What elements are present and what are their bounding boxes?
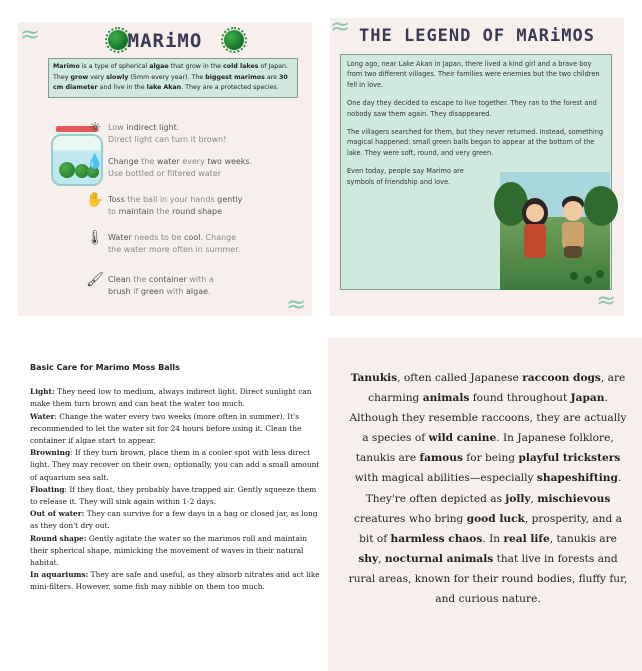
care-item-label: Out of water:	[30, 509, 85, 519]
intro-text-run: lake	[146, 84, 162, 91]
marimo-card	[18, 22, 312, 316]
care-item-text: They are safe and useful, as they absorb nitrates and act like mini-filters. However, some fish may nibble on them too much.	[30, 570, 320, 592]
intro-text-run: and live in the	[97, 84, 147, 91]
intro-text-run: (5mm every year). The	[128, 73, 206, 81]
tanuki-text	[346, 368, 630, 609]
care-tip	[86, 230, 288, 256]
intro-text-run: very	[88, 73, 107, 81]
tanuki-text-run: nocturnal animals	[384, 552, 494, 565]
tip-text-run: .	[208, 287, 211, 296]
tip-text-run: indirect light	[126, 123, 177, 132]
intro-text-run: Marimo	[53, 63, 80, 70]
care-item	[30, 484, 320, 508]
intro-text-run: is a type of spherical	[79, 63, 150, 70]
care-item	[30, 533, 320, 570]
tip-text-run: Toss	[108, 195, 125, 204]
tip-text-run: if	[130, 287, 141, 296]
intro-text-run: are	[264, 73, 280, 81]
tip-text-run: green	[140, 287, 164, 296]
tanuki-text-run: , are charming	[368, 372, 626, 405]
tanuki-text-run: . In Japanese folklore, tanukis are	[355, 432, 614, 465]
care-tip	[86, 192, 288, 218]
tanuki-text-run: for being	[462, 452, 519, 465]
tanuki-text-run: harmless chaos	[390, 532, 483, 545]
care-item-text: They can survive for a few days in a bag or closed jar, as long as they don't dry out.	[30, 509, 318, 531]
tanuki-text-run: found throughout	[469, 392, 571, 405]
tip-text-run: .	[176, 123, 180, 132]
tanuki-text-run: jolly	[505, 492, 531, 505]
care-tip	[86, 154, 288, 180]
tanuki-text-run: raccoon dogs	[522, 372, 601, 384]
care-item-label: Floating	[30, 484, 65, 494]
care-tip	[86, 272, 288, 298]
care-item-label: Round shape:	[30, 533, 87, 543]
intro-text-run: that grow in the	[168, 63, 224, 70]
tip-text-run: needs to be	[131, 233, 185, 242]
tanuki-text-run: , often called Japanese	[397, 372, 523, 384]
tanuki-text-run: shy	[358, 552, 379, 565]
tip-text-run: Use bottled or filtered water	[108, 169, 221, 178]
tanuki-text-run: playful tricksters	[518, 452, 621, 465]
marimo-intro	[48, 58, 298, 98]
care-item-label: In aquariums:	[30, 570, 89, 580]
tanuki-card	[328, 338, 642, 671]
tip-text-run: every	[179, 157, 208, 166]
tip-text-run: .	[249, 157, 253, 166]
tip-text-run: with a	[186, 275, 214, 284]
intro-text-run: of Japan. They	[53, 63, 289, 81]
intro-text-run: . They are a protected species.	[181, 84, 279, 91]
tanuki-text-run: . They're often depicted as	[365, 472, 622, 505]
tip-text-run: Direct light can turn it brown!	[108, 135, 227, 144]
tanuki-text-run: with magical abilities—especially	[354, 472, 537, 485]
tip-text-run: brush	[108, 287, 131, 296]
tanuki-text-run: ,	[530, 492, 538, 505]
care-item-text: They need low to medium, always indirect light. Direct sunlight can make them turn brown and can heat the water too much.	[30, 387, 312, 409]
legend-card	[330, 12, 624, 316]
intro-text-run: grow	[70, 73, 89, 81]
tip-text-run: Water	[108, 233, 132, 242]
tip-text-run: the	[153, 207, 173, 216]
care-item-text: : If they float, they probably have trapped air. Gently squeeze them to release it. They will sink again within 1-2 days.	[30, 484, 317, 507]
tip-text-run: round shape	[172, 207, 223, 216]
tip-text-run: maintain	[118, 207, 154, 216]
tanuki-text-run: . Although they resemble raccoons, they are actually a species of	[349, 392, 627, 445]
care-item-text: : If they turn brown, place them in a cooler spot with less direct light. They may recover on their own; optionally, you can add a small amount of aquarium sea salt.	[30, 448, 320, 482]
care-item	[30, 569, 320, 593]
water-drop-icon: 💧	[86, 154, 104, 170]
tip-text-run: the	[138, 157, 157, 166]
care-document	[30, 362, 320, 652]
tanuki-text-run: , prosperity, and a bit of	[359, 512, 622, 545]
thermometer-icon: 🌡	[86, 230, 104, 246]
tip-text-run: the ball in your hands	[124, 195, 218, 204]
intro-text-run: algae	[149, 63, 169, 70]
intro-text-run: Akan	[163, 84, 182, 91]
brush-icon: 🖌	[86, 272, 104, 288]
care-item-label: Light:	[30, 387, 55, 397]
tip-text-run: water	[156, 157, 180, 166]
tip-text-run: Change	[108, 157, 139, 166]
legend-title: THE LEGEND OF MARiMOS	[359, 26, 595, 46]
sun-icon: ☼	[88, 120, 102, 136]
care-item	[30, 386, 320, 410]
tanuki-text-run: that live in forests and rural areas, known for their round bodies, fluffy fur, and curious nature.	[348, 552, 628, 606]
care-heading: Basic Care for Marimo Moss Balls	[30, 363, 180, 372]
care-item	[30, 508, 320, 532]
intro-text-run: slowly	[106, 73, 129, 81]
care-tip	[88, 120, 288, 146]
children-running-illustration	[500, 172, 610, 290]
legend-paragraph: The villagers searched for them, but they never returned. Instead, something magical happened: small green balls began to appear at the bottom of the lake. They were soft, round, and very green.	[347, 128, 604, 157]
tip-text-run: the water more often in summer.	[108, 245, 241, 254]
tip-text-run: the	[130, 275, 149, 284]
tanuki-text-run: real life	[503, 532, 550, 545]
legend-paragraph: Long ago, near Lake Akan in Japan, there lived a kind girl and a brave boy from two different villages. Their families were enemies but the two children fell in love.	[347, 60, 600, 89]
tanuki-text-run: Tanukis	[350, 372, 398, 384]
legend-paragraph: One day they decided to escape to live together. They ran to the forest and nobody saw them again. They disappeared.	[347, 99, 597, 118]
wave-decoration-icon: ≈	[20, 20, 41, 48]
legend-paragraph: Even today, people say Marimo are symbols of friendship and love.	[347, 167, 464, 186]
tanuki-text-run: animals	[422, 392, 470, 405]
tanuki-text-run: , tanukis are	[549, 532, 617, 545]
care-item	[30, 447, 320, 484]
tip-text-run: gently	[217, 195, 243, 204]
tanuki-text-run: . In	[482, 532, 504, 545]
tip-text-run: with	[163, 287, 186, 296]
care-item-text: : Change the water every two weeks (more often in summer). It's recommended to let the water sit for 24 hours before using it. Clean the container if algae start to appear.	[30, 411, 302, 446]
marimo-title: MARiMO	[127, 30, 203, 52]
care-item-text: Gently agitate the water so the marimos roll and maintain their spherical shape, mimicking the movement of waves in their natural habitat.	[30, 533, 308, 568]
wave-decoration-icon: ≈	[596, 286, 617, 314]
tip-text-run: algae	[185, 287, 209, 296]
tanuki-text-run: mischievous	[537, 492, 611, 505]
tanuki-text-run: Japan	[570, 392, 605, 405]
hand-icon: ✋	[86, 192, 104, 208]
tip-text-run: . Change	[200, 233, 237, 242]
intro-text-run: 30 cm diameter	[53, 73, 288, 91]
care-item-label: Water	[30, 411, 55, 421]
care-item	[30, 411, 320, 448]
tanuki-text-run: wild canine	[428, 432, 497, 445]
tanuki-text-run: ,	[378, 552, 385, 565]
tanuki-text-run: good luck	[466, 512, 525, 525]
intro-text-run: cold lakes	[223, 63, 259, 70]
wave-decoration-icon: ≈	[286, 290, 307, 318]
care-items-list	[30, 386, 320, 593]
tanuki-text-run: creatures who bring	[354, 512, 467, 525]
tanuki-text-run: famous	[419, 452, 463, 465]
tanuki-text-run: shapeshifting	[536, 472, 618, 485]
tip-text-run: Clean	[108, 275, 131, 284]
intro-text-run: biggest marimos	[205, 73, 265, 81]
tip-text-run: container	[148, 275, 187, 284]
wave-decoration-icon: ≈	[330, 12, 351, 40]
tip-text-run: cool	[184, 233, 201, 242]
tip-text-run: Low	[108, 123, 127, 132]
tip-text-run: two weeks	[207, 157, 250, 166]
tip-text-run: to	[108, 207, 119, 216]
care-item-label: Browning	[30, 448, 71, 458]
